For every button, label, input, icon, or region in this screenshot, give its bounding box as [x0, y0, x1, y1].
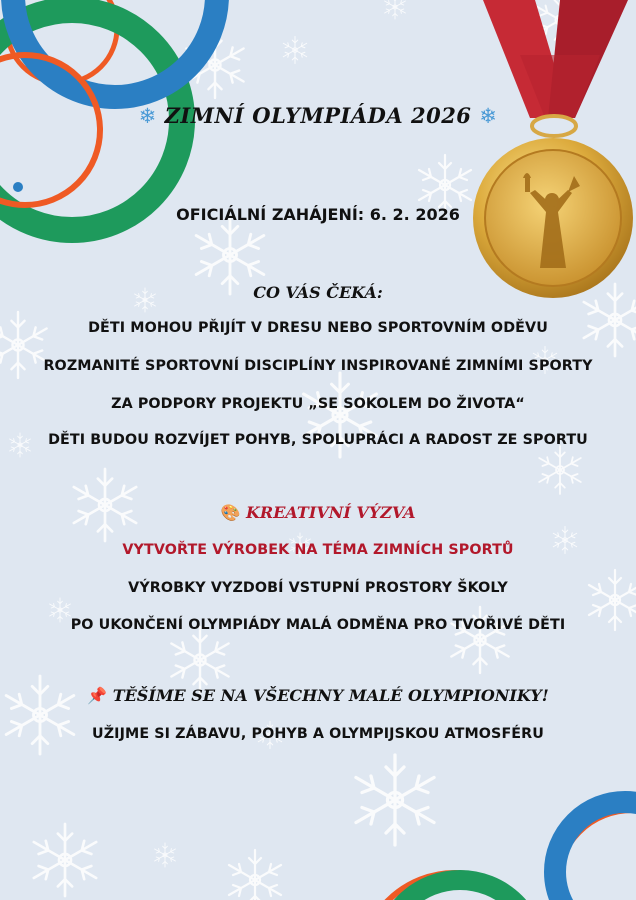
creative-heading	[0, 503, 636, 522]
creative-item: PO UKONČENÍ OLYMPIÁDY MALÁ ODMĚNA PRO TVOŘIVÉ DĚTI	[70, 617, 566, 633]
closing-heading-text: TĚŠÍME SE NA VŠECHNY MALÉ OLYMPIONIKY!	[112, 686, 549, 705]
pushpin-icon: 📌	[87, 686, 108, 705]
what-awaits-item: ROZMANITÉ SPORTOVNÍ DISCIPLÍNY INSPIROVANÉ ZIMNÍMI SPORTY	[43, 358, 593, 374]
closing-line: UŽIJME SI ZÁBAVU, POHYB A OLYMPIJSKOU ATMOSFÉRU	[92, 726, 544, 742]
opening-date: OFICIÁLNÍ ZAHÁJENÍ: 6. 2. 2026	[176, 205, 460, 224]
olympic-rings-bottom-right	[360, 802, 636, 900]
snowflake-icon: ❄	[479, 104, 498, 128]
creative-heading-text: KREATIVNÍ VÝZVA	[245, 503, 416, 522]
what-awaits-item: DĚTI MOHOU PŘIJÍT V DRESU NEBO SPORTOVNÍM ODĚVU	[88, 320, 548, 336]
snowflake-icon: ❄	[138, 104, 157, 128]
gold-medal-icon	[473, 0, 633, 298]
what-awaits-item: DĚTI BUDOU ROZVÍJET POHYB, SPOLUPRÁCI A RADOST ZE SPORTU	[48, 432, 588, 448]
title-text: ZIMNÍ OLYMPIÁDA 2026	[164, 103, 472, 128]
closing-heading	[0, 686, 636, 705]
palette-icon: 🎨	[220, 503, 241, 522]
creative-item: VÝROBKY VYZDOBÍ VSTUPNÍ PROSTORY ŠKOLY	[128, 580, 508, 596]
creative-highlight: VYTVOŘTE VÝROBEK NA TÉMA ZIMNÍCH SPORTŮ	[122, 542, 514, 558]
what-awaits-heading: CO VÁS ČEKÁ:	[253, 283, 383, 302]
page-title	[0, 103, 636, 128]
what-awaits-item: ZA PODPORY PROJEKTU „SE SOKOLEM DO ŽIVOTA“	[111, 396, 525, 412]
